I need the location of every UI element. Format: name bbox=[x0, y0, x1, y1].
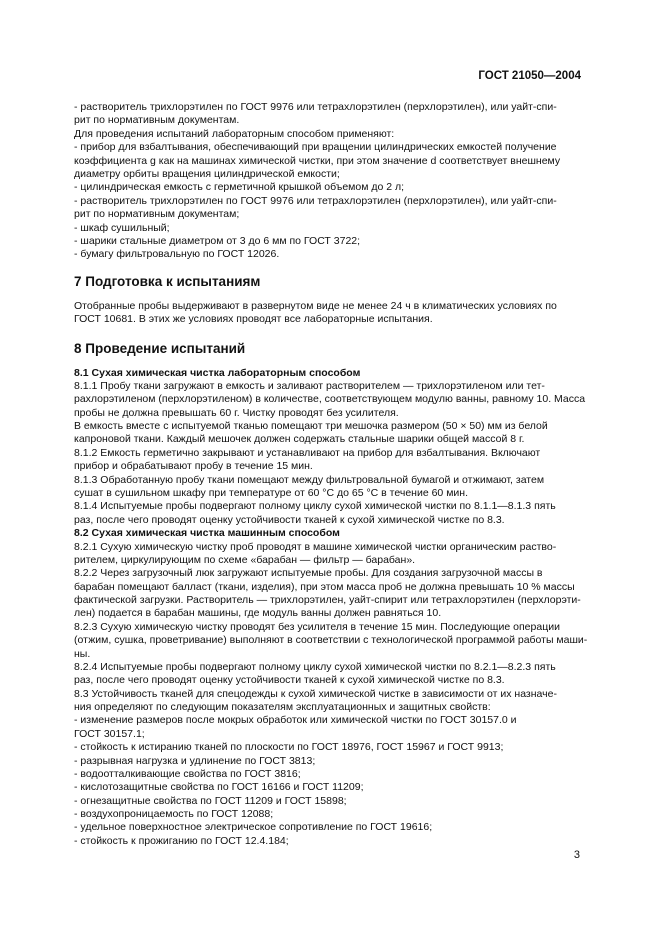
text-line: ния определяют по следующим показателям эксплуатационных и защитных свойств: bbox=[74, 701, 491, 713]
text-line: 8.1.3 Обработанную пробу ткани помещают между фильтровальной бумагой и отжимают, затем bbox=[74, 474, 545, 486]
text-line: - бумагу фильтровальную по ГОСТ 12026. bbox=[74, 248, 280, 260]
section-heading-7: 7 Подготовка к испытаниям bbox=[74, 274, 261, 289]
text-line: прибор и обрабатывают пробу в течение 15 мин. bbox=[74, 460, 313, 472]
text-line: - растворитель трихлорэтилен по ГОСТ 9976 или тетрахлорэтилен (перхлорэтилен), или уайт-спи- bbox=[74, 101, 557, 113]
list-item: - водоотталкивающие свойства по ГОСТ 3816; bbox=[74, 768, 301, 780]
text-line: диаметру орбиты вращения цилиндрической емкости; bbox=[74, 168, 340, 180]
list-item: - удельное поверхностное электрическое сопротивление по ГОСТ 19616; bbox=[74, 821, 433, 833]
text-line: раз, после чего проводят оценку устойчивости тканей к сухой химической чистке по 8.3. bbox=[74, 674, 505, 686]
text-line: ны. bbox=[74, 648, 91, 660]
text-line: 8.3 Устойчивость тканей для спецодежды к сухой химической чистке в зависимости от их назначе- bbox=[74, 688, 557, 700]
text-line: (отжим, сушка, проветривание) выполняют в соответствии с технологической программой работы маши- bbox=[74, 634, 588, 646]
text-line: рахлорэтиленом (перхлорэтиленом) в количестве, соответствующем модулю ванны, равному 10. Масса bbox=[74, 393, 586, 405]
text-line: барабан помещают балласт (ткани, изделия), при этом масса проб не должна превышать 10 % массы bbox=[74, 581, 575, 593]
list-item: - огнезащитные свойства по ГОСТ 11209 и ГОСТ 15898; bbox=[74, 795, 347, 807]
text-line: ГОСТ 10681. В этих же условиях проводят все лабораторные испытания. bbox=[74, 313, 433, 325]
text-line: - цилиндрическая емкость с герметичной крышкой объемом до 2 л; bbox=[74, 181, 405, 193]
text-line: 8.2.1 Сухую химическую чистку проб проводят в машине химической чистки органическим раство- bbox=[74, 541, 557, 553]
text-line: фактической загрузки. Растворитель — трихлорэтилен, уайт-спирит или тетрахлорэтилен (перхлорэти- bbox=[74, 594, 581, 606]
text-line: капроновой ткани. Каждый мешочек должен содержать стальные шарики общей массой 8 г. bbox=[74, 433, 525, 445]
text-line: пробы не должна превышать 60 г. Чистку проводят без усилителя. bbox=[74, 407, 399, 419]
text-line: - растворитель трихлорэтилен по ГОСТ 9976 или тетрахлорэтилен (перхлорэтилен), или уайт-спи- bbox=[74, 195, 557, 207]
document-number: ГОСТ 21050—2004 bbox=[478, 70, 581, 82]
text-line: 8.2.2 Через загрузочный люк загружают испытуемые пробы. Для создания загрузочной массы в bbox=[74, 567, 543, 579]
text-line: В емкость вместе с испытуемой тканью помещают три мешочка размером (50 × 50) мм из белой bbox=[74, 420, 548, 432]
text-line: 8.1.1 Пробу ткани загружают в емкость и заливают растворителем — трихлорэтиленом или тет- bbox=[74, 380, 545, 392]
section-heading-8: 8 Проведение испытаний bbox=[74, 341, 246, 356]
text-line: рителем, циркулирующим по схеме «барабан — фильтр — барабан». bbox=[74, 554, 416, 566]
text-line: - изменение размеров после мокрых обработок или химической чистки по ГОСТ 30157.0 и bbox=[74, 714, 517, 726]
subsection-heading-8-2: 8.2 Сухая химическая чистка машинным способом bbox=[74, 527, 340, 539]
text-line: - шкаф сушильный; bbox=[74, 222, 170, 234]
text-line: 8.2.4 Испытуемые пробы подвергают полному циклу сухой химической чистки по 8.2.1—8.2.3 пять bbox=[74, 661, 556, 673]
text-line: коэффициента g как на машинах химической чистки, при этом значение d соответствует внешнему bbox=[74, 155, 561, 167]
text-line: раз, после чего проводят оценку устойчивости тканей к сухой химической чистке по 8.3. bbox=[74, 514, 505, 526]
text-line: Для проведения испытаний лабораторным способом применяют: bbox=[74, 128, 395, 140]
text-line: ГОСТ 30157.1; bbox=[74, 728, 145, 740]
text-line: сушат в сушильном шкафу при температуре от 60 °С до 65 °С в течение 60 мин. bbox=[74, 487, 468, 499]
text-line: Отобранные пробы выдерживают в развернутом виде не менее 24 ч в климатических условиях по bbox=[74, 300, 557, 312]
list-item: - стойкость к прожиганию по ГОСТ 12.4.184; bbox=[74, 835, 289, 847]
text-line: - шарики стальные диаметром от 3 до 6 мм по ГОСТ 3722; bbox=[74, 235, 361, 247]
page-number: 3 bbox=[573, 849, 580, 861]
text-line: 8.1.4 Испытуемые пробы подвергают полному циклу сухой химической чистки по 8.1.1—8.1.3 пять bbox=[74, 500, 556, 512]
list-item: - разрывная нагрузка и удлинение по ГОСТ 3813; bbox=[74, 755, 316, 767]
text-line: рит по нормативным документам. bbox=[74, 114, 240, 126]
text-line: 8.1.2 Емкость герметично закрывают и устанавливают на прибор для взбалтывания. Включают bbox=[74, 447, 541, 459]
list-item: - кислотозащитные свойства по ГОСТ 16166 и ГОСТ 11209; bbox=[74, 781, 364, 793]
list-item: - воздухопроницаемость по ГОСТ 12088; bbox=[74, 808, 274, 820]
text-line: рит по нормативным документам; bbox=[74, 208, 240, 220]
subsection-heading-8-1: 8.1 Сухая химическая чистка лабораторным способом bbox=[74, 367, 361, 379]
text-line: - прибор для взбалтывания, обеспечивающий при вращении цилиндрических емкостей получение bbox=[74, 141, 557, 153]
text-line: 8.2.3 Сухую химическую чистку проводят без усилителя в течение 15 мин. Последующие операции bbox=[74, 621, 560, 633]
text-line: лен) подается в барабан машины, где модуль ванны должен равняться 10. bbox=[74, 607, 442, 619]
list-item: - стойкость к истиранию тканей по плоскости по ГОСТ 18976, ГОСТ 15967 и ГОСТ 9913; bbox=[74, 741, 504, 753]
